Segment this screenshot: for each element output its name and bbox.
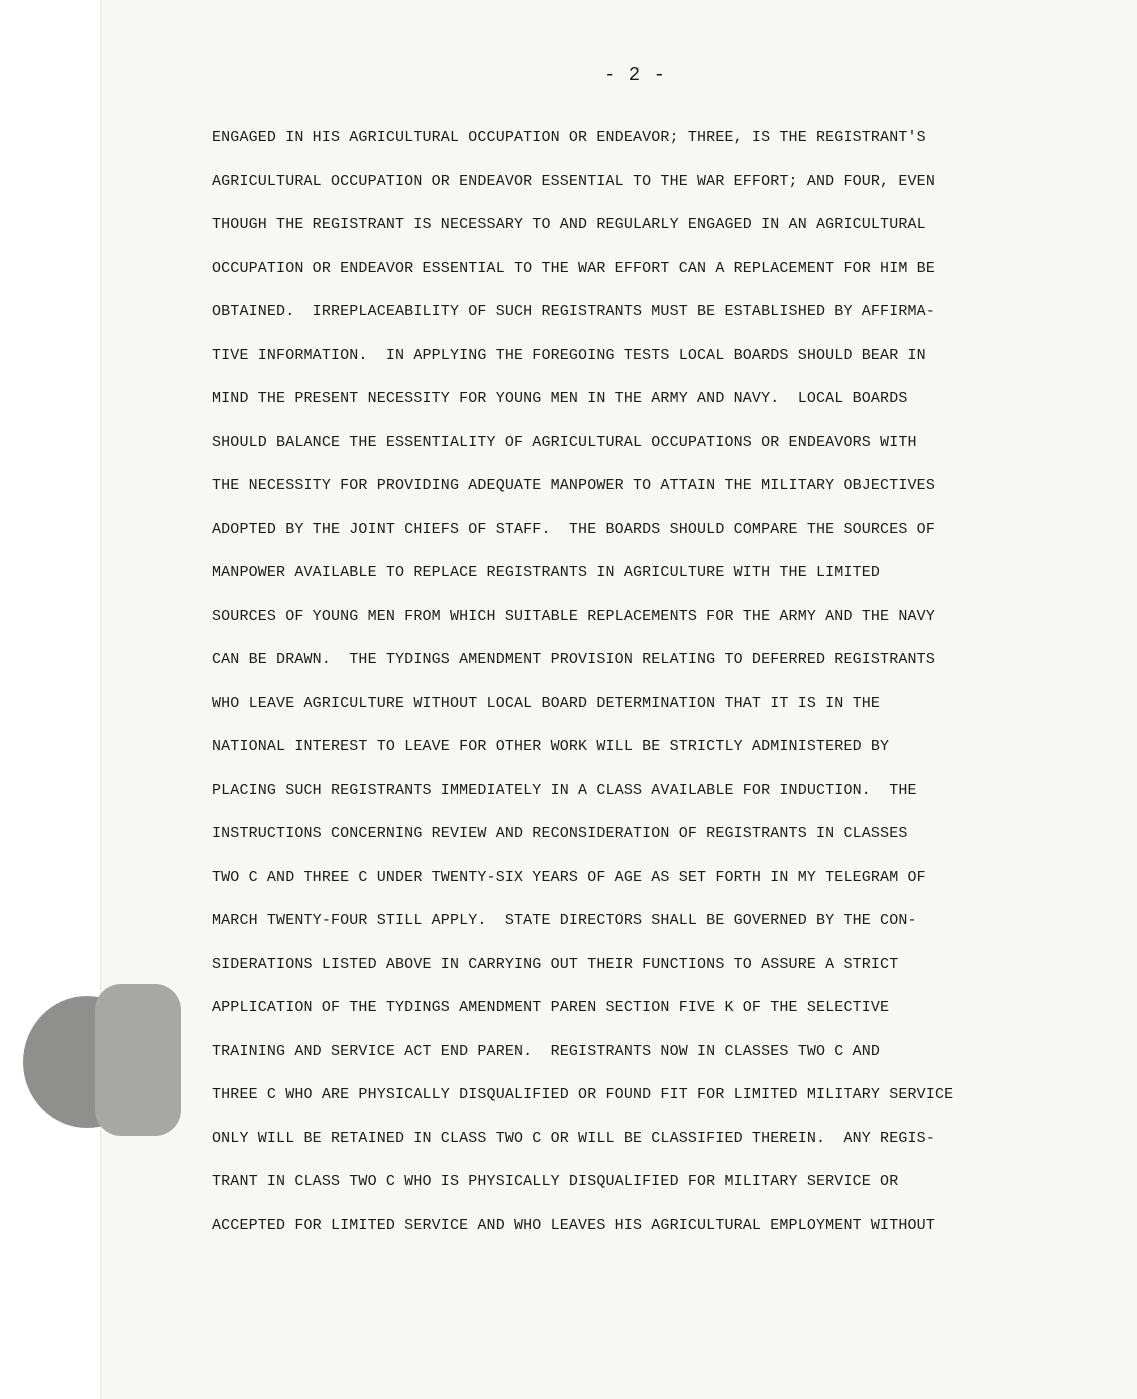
text-line: WHO LEAVE AGRICULTURE WITHOUT LOCAL BOARD DETERMINATION THAT IT IS IN THE <box>212 694 881 712</box>
text-line: TWO C AND THREE C UNDER TWENTY-SIX YEARS OF AGE AS SET FORTH IN MY TELEGRAM OF <box>212 868 926 886</box>
text-line: OCCUPATION OR ENDEAVOR ESSENTIAL TO THE WAR EFFORT CAN A REPLACEMENT FOR HIM BE <box>212 259 935 277</box>
text-line: ADOPTED BY THE JOINT CHIEFS OF STAFF. THE BOARDS SHOULD COMPARE THE SOURCES OF <box>212 520 935 538</box>
fastener-strip <box>95 984 181 1136</box>
text-line: MARCH TWENTY-FOUR STILL APPLY. STATE DIRECTORS SHALL BE GOVERNED BY THE CON- <box>212 912 917 929</box>
paper-fastener <box>23 984 173 1136</box>
page-number: - 2 - <box>603 64 666 86</box>
text-line: TRANT IN CLASS TWO C WHO IS PHYSICALLY DISQUALIFIED FOR MILITARY SERVICE OR <box>212 1173 899 1190</box>
scan-margin <box>0 0 100 1399</box>
text-line: TIVE INFORMATION. IN APPLYING THE FOREGOING TESTS LOCAL BOARDS SHOULD BEAR IN <box>212 346 926 364</box>
text-line: MANPOWER AVAILABLE TO REPLACE REGISTRANTS IN AGRICULTURE WITH THE LIMITED <box>212 564 881 581</box>
text-line: NATIONAL INTEREST TO LEAVE FOR OTHER WORK WILL BE STRICTLY ADMINISTERED BY <box>212 738 890 755</box>
text-line: ONLY WILL BE RETAINED IN CLASS TWO C OR WILL BE CLASSIFIED THEREIN. ANY REGIS- <box>212 1129 935 1147</box>
text-line: THOUGH THE REGISTRANT IS NECESSARY TO AND REGULARLY ENGAGED IN AN AGRICULTURAL <box>212 216 926 233</box>
text-line: OBTAINED. IRREPLACEABILITY OF SUCH REGISTRANTS MUST BE ESTABLISHED BY AFFIRMA- <box>212 303 935 320</box>
text-line: SOURCES OF YOUNG MEN FROM WHICH SUITABLE REPLACEMENTS FOR THE ARMY AND THE NAVY <box>212 607 935 625</box>
text-line: ENGAGED IN HIS AGRICULTURAL OCCUPATION OR ENDEAVOR; THREE, IS THE REGISTRANT'S <box>212 129 926 146</box>
text-line: SIDERATIONS LISTED ABOVE IN CARRYING OUT THEIR FUNCTIONS TO ASSURE A STRICT <box>212 955 899 973</box>
text-line: THE NECESSITY FOR PROVIDING ADEQUATE MANPOWER TO ATTAIN THE MILITARY OBJECTIVES <box>212 477 935 494</box>
text-line: INSTRUCTIONS CONCERNING REVIEW AND RECONSIDERATION OF REGISTRANTS IN CLASSES <box>212 825 908 842</box>
text-line: TRAINING AND SERVICE ACT END PAREN. REGISTRANTS NOW IN CLASSES TWO C AND <box>212 1042 881 1060</box>
text-line: ACCEPTED FOR LIMITED SERVICE AND WHO LEAVES HIS AGRICULTURAL EMPLOYMENT WITHOUT <box>212 1216 935 1234</box>
text-line: SHOULD BALANCE THE ESSENTIALITY OF AGRICULTURAL OCCUPATIONS OR ENDEAVORS WITH <box>212 433 917 451</box>
text-line: AGRICULTURAL OCCUPATION OR ENDEAVOR ESSENTIAL TO THE WAR EFFORT; AND FOUR, EVEN <box>212 172 935 190</box>
document-body <box>212 116 1092 1247</box>
text-line: PLACING SUCH REGISTRANTS IMMEDIATELY IN A CLASS AVAILABLE FOR INDUCTION. THE <box>212 781 917 799</box>
text-line: APPLICATION OF THE TYDINGS AMENDMENT PAREN SECTION FIVE K OF THE SELECTIVE <box>212 999 890 1016</box>
text-line: THREE C WHO ARE PHYSICALLY DISQUALIFIED OR FOUND FIT FOR LIMITED MILITARY SERVICE <box>212 1086 954 1103</box>
text-line: MIND THE PRESENT NECESSITY FOR YOUNG MEN IN THE ARMY AND NAVY. LOCAL BOARDS <box>212 390 908 407</box>
text-line: CAN BE DRAWN. THE TYDINGS AMENDMENT PROVISION RELATING TO DEFERRED REGISTRANTS <box>212 651 935 668</box>
